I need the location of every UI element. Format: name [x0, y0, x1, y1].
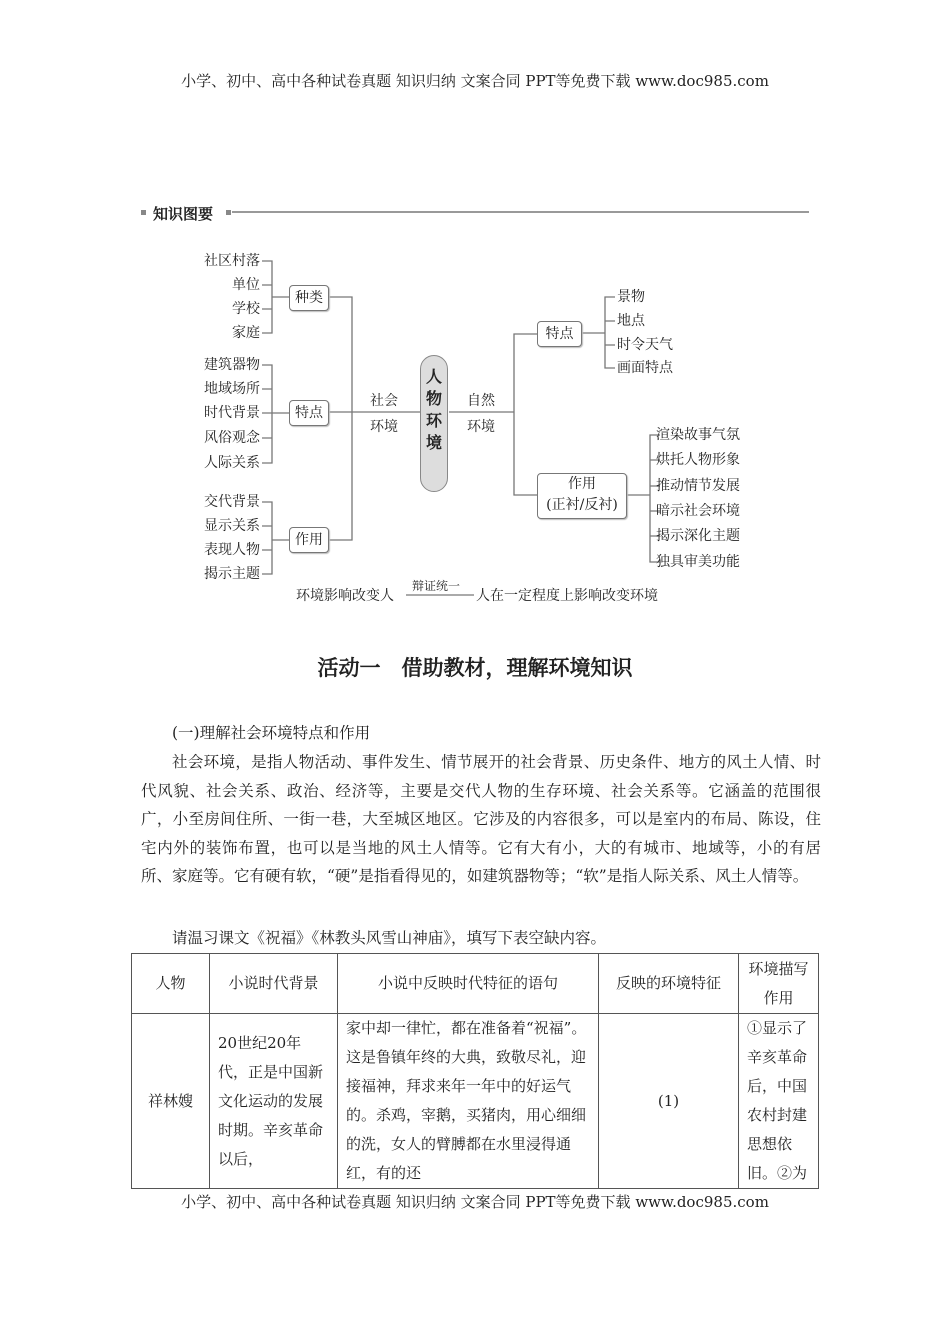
- paragraph: 社会环境，是指人物活动、事件发生、情节展开的社会背景、历史条件、地方的风土人情、时代风貌、社会关系、政治、经济等，主要是交代人物的生存环境、社会关系等。它涵盖的范围很广，小至房间住所、一街一巷，大至城区地区。它涉及的内容很多，可以是室内的布局、陈设，住宅内外的装饰布置，也可以是当地的风土人情等。它有大有小，大的有城市、地域等，小的有居所、家庭等。它有硬有软，“硬”是指看得见的，如建筑器物等；“软”是指人际关系、风土人情等。: [141, 753, 821, 885]
- leaf-social: 社区村落: [204, 253, 260, 269]
- leaf-social: 家庭: [232, 325, 260, 341]
- leaf-natural: 地点: [617, 313, 645, 329]
- page-footer: 小学、初中、高中各种试卷真题 知识归纳 文案合同 PPT等免费下载 www.doc985.com: [181, 1193, 769, 1211]
- leaf-social: 时代背景: [204, 405, 260, 421]
- bottom-right-text: 人在一定程度上影响改变环境: [476, 588, 658, 604]
- cell-function: ①显示了辛亥革命后，中国农村封建思想依旧。②为: [739, 1014, 819, 1189]
- leaf-social: 交代背景: [204, 494, 260, 510]
- bottom-left-text: 环境影响改变人: [296, 588, 394, 604]
- leaf-social: 地域场所: [204, 381, 260, 397]
- node-natural-features: 特点: [537, 321, 582, 347]
- cell-character: 祥林嫂: [132, 1014, 210, 1189]
- subheading: (一)理解社会环境特点和作用: [172, 724, 371, 742]
- center-char: 物: [425, 389, 442, 408]
- leaf-social: 建筑器物: [204, 357, 260, 373]
- column-header: 人物: [132, 954, 210, 1014]
- leaf-social: 显示关系: [204, 518, 260, 534]
- node-social-functions: 作用: [289, 527, 329, 553]
- leaf-social: 揭示主题: [204, 566, 260, 582]
- cell-quote: 家中却一律忙，都在准备着“祝福”。这是鲁镇年终的大典，致敬尽礼，迎接福神，拜求来年一年中的好运气的。杀鸡，宰鹅，买猪肉，用心细细的洗，女人的臂膊都在水里浸得通红，有的还: [338, 1014, 599, 1189]
- node-social-types: 种类: [289, 285, 329, 311]
- node-label: 作用: [568, 476, 596, 492]
- leaf-social: 学校: [232, 301, 260, 317]
- leaf-natural: 推动情节发展: [656, 478, 740, 494]
- leaf-natural: 画面特点: [617, 360, 673, 376]
- node-social-features: 特点: [289, 400, 329, 426]
- natural-label: 环境: [467, 419, 495, 435]
- center-char: 人: [425, 367, 442, 386]
- center-node: [420, 355, 448, 492]
- leaf-natural: 渲染故事气氛: [656, 427, 740, 443]
- leaf-social: 风俗观念: [204, 430, 260, 446]
- center-char: 环: [425, 411, 442, 430]
- column-header: 环境描写作用: [739, 954, 819, 1014]
- section-title: 知识图要: [153, 205, 214, 223]
- leaf-social: 人际关系: [204, 455, 260, 471]
- leaf-natural: 独具审美功能: [656, 554, 740, 570]
- fill-table: [131, 953, 819, 1189]
- column-header: 小说中反映时代特征的语句: [338, 954, 599, 1014]
- center-char: 境: [425, 433, 442, 452]
- social-label: 环境: [370, 419, 398, 435]
- bottom-mid-text: 辩证统一: [412, 579, 461, 593]
- cell-blank-1[interactable]: (1): [599, 1014, 739, 1189]
- column-header: 小说时代背景: [210, 954, 338, 1014]
- mind-map-lines: [0, 0, 950, 620]
- node-label: (正衬/反衬): [546, 497, 618, 513]
- leaf-social: 表现人物: [204, 542, 260, 558]
- leaf-natural: 揭示深化主题: [656, 528, 740, 544]
- node-natural-functions: [537, 473, 627, 519]
- cell-background: 20世纪20年代，正是中国新文化运动的发展时期。辛亥革命以后，: [210, 1014, 338, 1189]
- table-row: [132, 1014, 819, 1189]
- leaf-natural: 景物: [617, 289, 645, 305]
- leaf-social: 单位: [232, 277, 260, 293]
- social-label: 社会: [370, 393, 398, 409]
- natural-label: 自然: [467, 393, 495, 409]
- column-header: 反映的环境特征: [599, 954, 739, 1014]
- table-header-row: [132, 954, 819, 1014]
- activity-title: 活动一 借助教材，理解环境知识: [317, 656, 633, 680]
- leaf-natural: 烘托人物形象: [656, 452, 740, 468]
- leaf-natural: 时令天气: [617, 337, 673, 353]
- instruction: 请温习课文《祝福》《林教头风雪山神庙》，填写下表空缺内容。: [172, 929, 607, 947]
- leaf-natural: 暗示社会环境: [656, 503, 740, 519]
- page-header: 小学、初中、高中各种试卷真题 知识归纳 文案合同 PPT等免费下载 www.doc985.com: [181, 72, 769, 90]
